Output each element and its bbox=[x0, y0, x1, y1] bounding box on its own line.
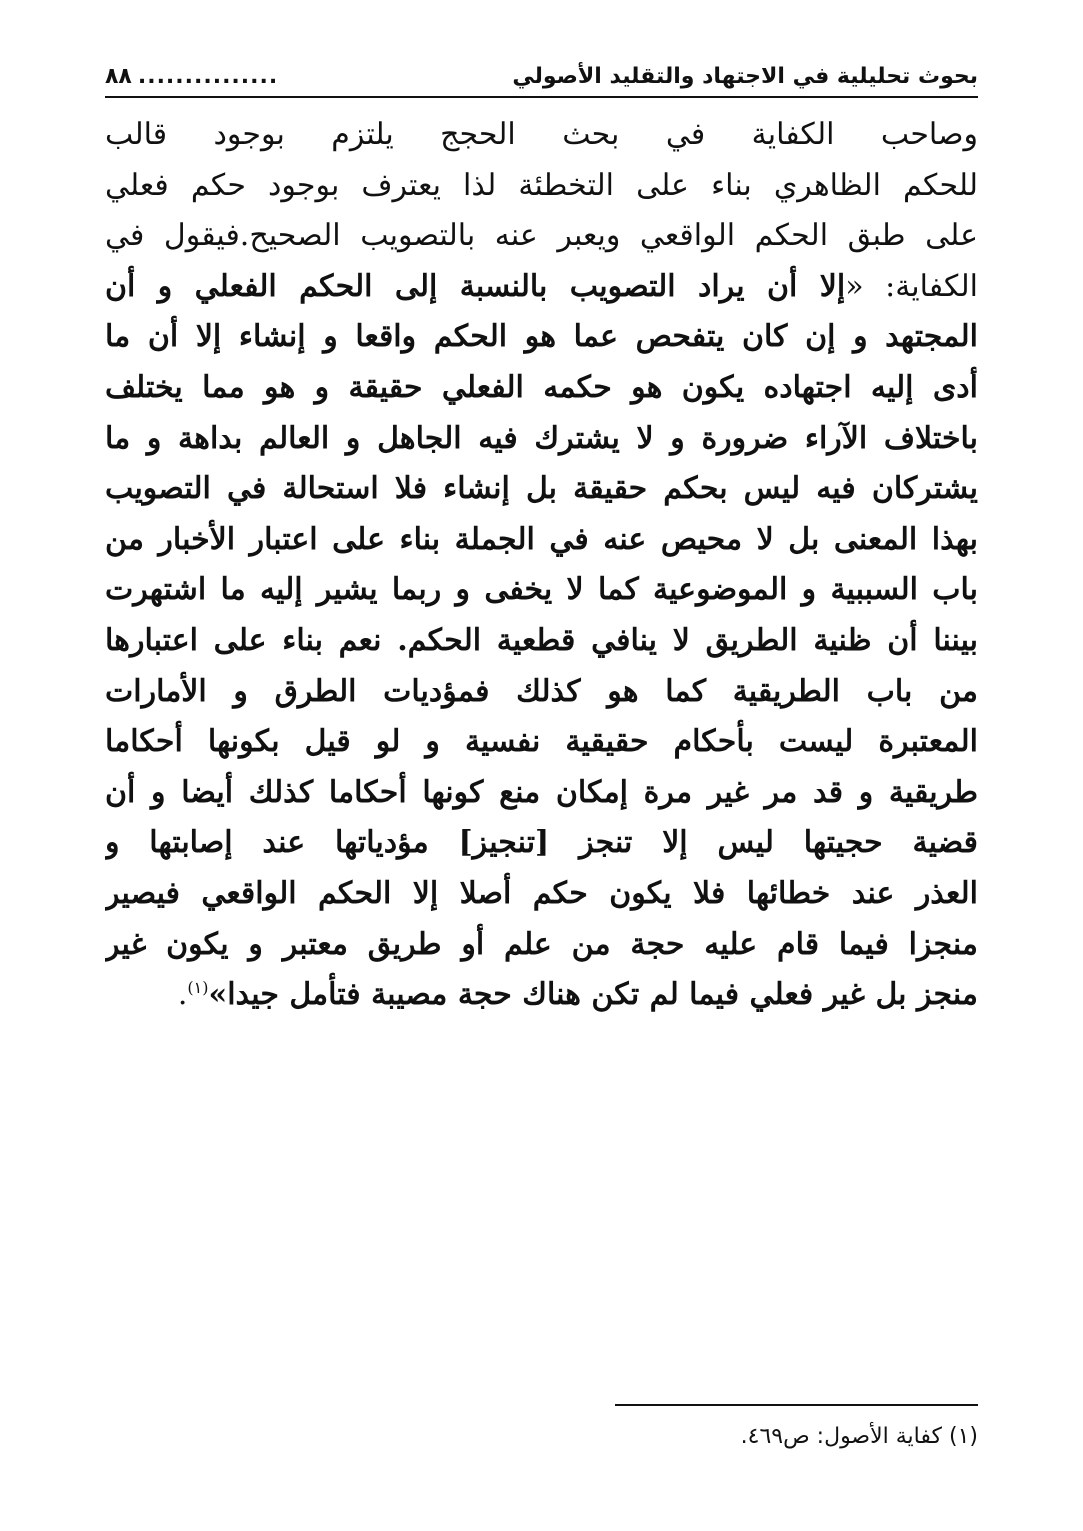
header-title: بحوث تحليلية في الاجتهاد والتقليد الأصولي bbox=[512, 63, 978, 89]
page-number: ٨٨ bbox=[105, 63, 132, 89]
footnote-reference[interactable]: (١) bbox=[187, 978, 209, 998]
body-text bbox=[105, 110, 978, 1021]
text-line-4-quote-end: الحكم الفعلي و أن bbox=[105, 268, 373, 304]
text-line-3: على طبق الحكم الواقعي ويعبر عنه بالتصويب الصحيح.فيقول في bbox=[105, 218, 978, 254]
text-line-9: بهذا المعنى بل لا محيص عنه في الجملة بناء على اعتبار الأخبار من bbox=[105, 521, 978, 557]
text-line-18-content: منجز بل غير فعلي فيما لم تكن هناك حجة مصيبة فتأمل جيدا» bbox=[208, 977, 978, 1013]
text-line-1: وصاحب الكفاية في بحث الحجج يلتزم بوجود قالب bbox=[105, 117, 978, 152]
text-line-5: المجتهد و إن كان يتفحص عما هو الحكم واقعا و إنشاء إلا أن ما bbox=[105, 319, 978, 355]
text-line-17: منجزا فيما قام عليه حجة من علم أو طريق معتبر و يكون غير bbox=[105, 926, 978, 962]
running-header bbox=[105, 56, 978, 98]
footnote-separator bbox=[615, 1404, 978, 1406]
text-line-2: للحكم الظاهري بناء على التخطئة لذا يعترف بوجود حكم فعلي bbox=[105, 167, 978, 203]
text-line-4-prefix: الكفاية: « bbox=[845, 268, 978, 304]
text-line-18-end: . bbox=[177, 977, 188, 1013]
text-line-16: العذر عند خطائها فلا يكون حكم أصلا إلا الحكم الواقعي فيصير bbox=[105, 875, 978, 911]
text-line-15: قضية حجيتها ليس إلا تنجز [تنجيز] مؤدياتها عند إصابتها و bbox=[105, 825, 978, 861]
text-line-4 bbox=[105, 262, 978, 313]
footnote: (١) كفاية الأصول: ص٤٦٩. bbox=[740, 1424, 978, 1449]
text-line-14: طريقية و قد مر غير مرة إمكان منع كونها أحكاما كذلك أيضا و أن bbox=[105, 774, 978, 810]
text-line-13: المعتبرة ليست بأحكام حقيقية نفسية و لو قيل بكونها أحكاما bbox=[105, 724, 978, 760]
text-line-11: بيننا أن ظنية الطريق لا ينافي قطعية الحكم. نعم بناء على اعتبارها bbox=[105, 622, 978, 658]
text-line-7: باختلاف الآراء ضرورة و لا يشترك فيه الجاهل و العالم بداهة و ما bbox=[105, 420, 978, 456]
header-leader-dots: ............... bbox=[137, 63, 279, 89]
text-line-8: يشتركان فيه ليس بحكم حقيقة بل إنشاء فلا استحالة في التصويب bbox=[105, 471, 978, 507]
text-line-10: باب السببية و الموضوعية كما لا يخفى و ربما يشير إليه ما اشتهرت bbox=[105, 572, 978, 608]
header-page-group bbox=[105, 64, 278, 89]
text-line-12: من باب الطريقية كما هو كذلك فمؤديات الطرق و الأمارات bbox=[105, 673, 978, 709]
text-line-18 bbox=[105, 970, 978, 1021]
text-line-4-quote-start: إلا أن يراد التصويب بالنسبة إلى bbox=[372, 268, 846, 304]
text-line-6: أدى إليه اجتهاده يكون هو حكمه الفعلي حقيقة و هو مما يختلف bbox=[105, 369, 978, 405]
